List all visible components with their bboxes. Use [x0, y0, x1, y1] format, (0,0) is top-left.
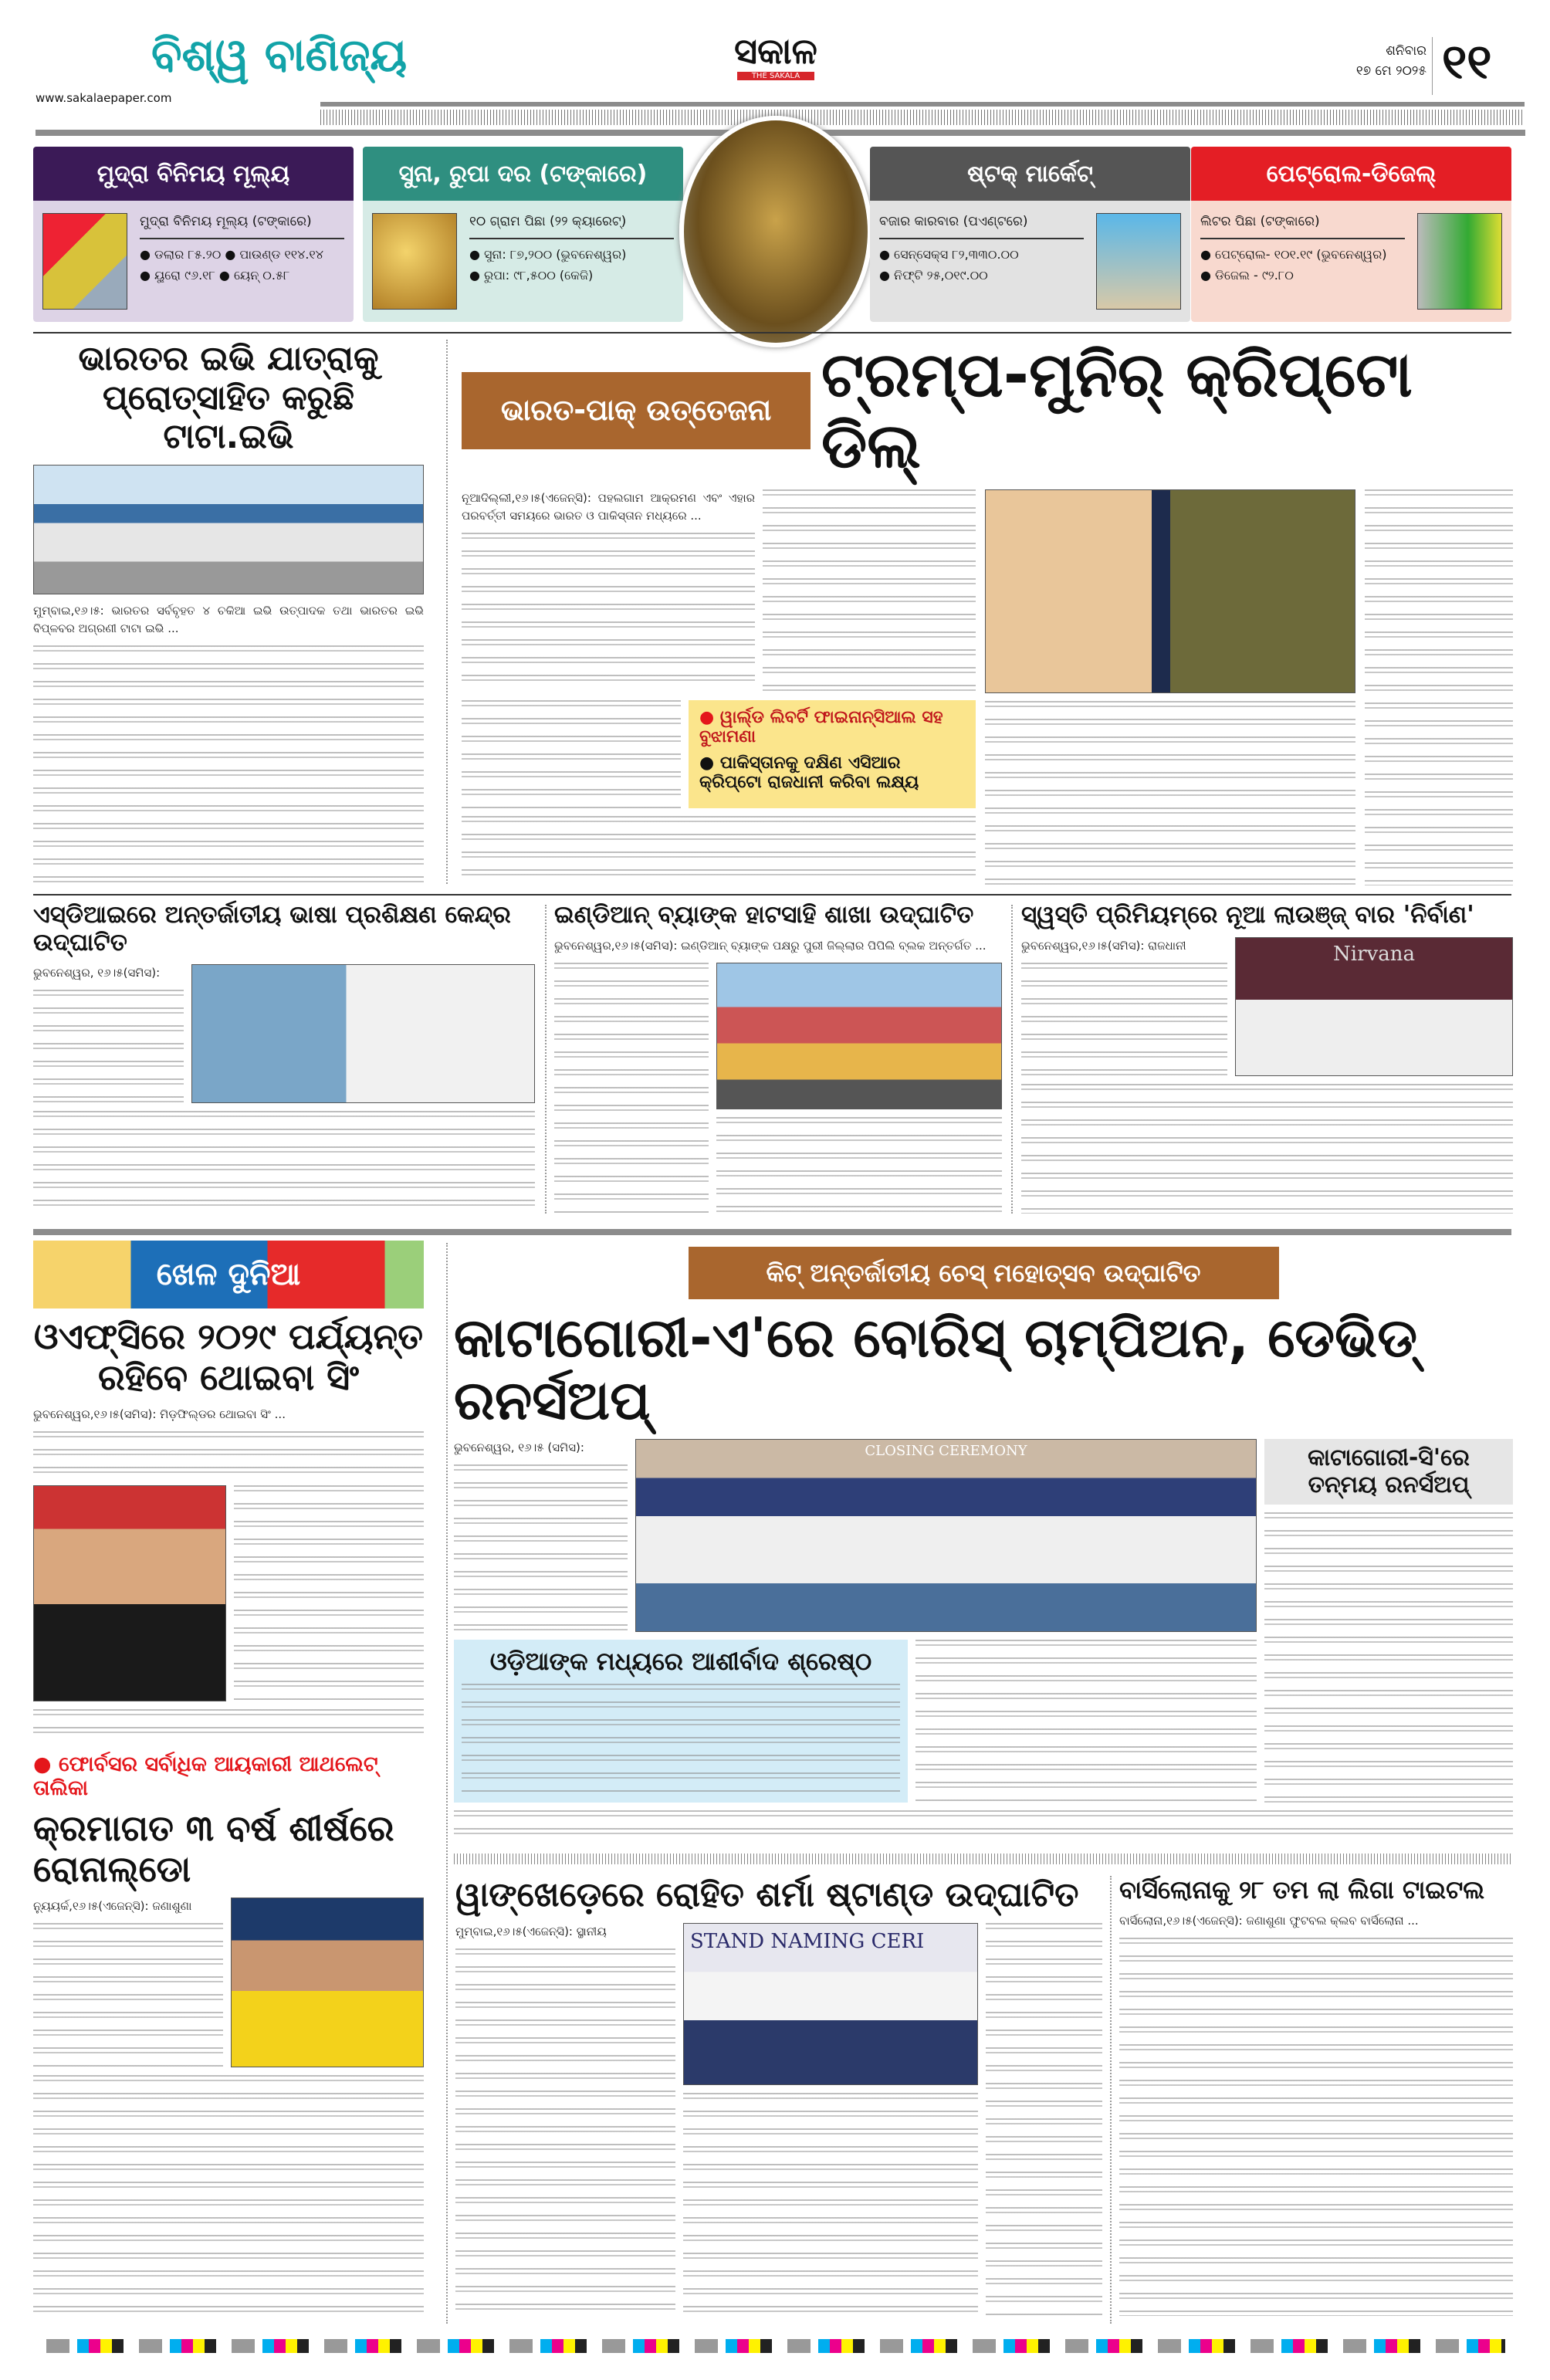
singh-body-2 [234, 1485, 424, 1701]
currency-image [42, 213, 127, 310]
esi-body-2 [33, 1111, 535, 1214]
thoiba-singh-photo [33, 1485, 226, 1701]
rohit-stand-photo [683, 1923, 978, 2085]
singh-lead: ଭୁବନେଶ୍ୱର,୧୬।୫(ସମିସ): ମିଡ଼ଫିଲ୍ଡର ଥୋଇବା ସିଂ ... [33, 1407, 286, 1421]
bank-inauguration-photo [716, 963, 1002, 1109]
sports-banner [33, 1241, 424, 1308]
category-c-body [1264, 1512, 1513, 1803]
nifty-value: ● ନିଫ୍ଟି ୨୫,୦୧୯.୦୦ [879, 267, 988, 283]
bank-story [554, 902, 1002, 1214]
nirvana-body-2 [1021, 1084, 1513, 1214]
diesel-price: ● ଡିଜେଲ - ୯୨.୮୦ [1200, 267, 1294, 283]
rohit-lead: ମୁମ୍ବାଇ,୧୬।୫(ଏଜେନ୍ସି): ସ୍ଥାନୀୟ [455, 1924, 607, 1938]
currency-subtitle: ମୁଦ୍ରା ବିନିମୟ ମୂଲ୍ୟ (ଟଙ୍କାରେ) [140, 214, 312, 229]
barca-story [1119, 1876, 1513, 2316]
tata-story [33, 340, 424, 885]
esi-headline: ଏସ୍‌ଡିଆଇରେ ଅନ୍ତର୍ଜାତୀୟ ଭାଷା ପ୍ରଶିକ୍ଷଣ କେନ୍ଦ୍ର ଉଦ୍‌ଘାଟିତ [33, 901, 511, 956]
chess-story [454, 1247, 1513, 1864]
logo-sub: THE SAKALA [737, 72, 814, 80]
nirvana-photo [1235, 937, 1513, 1076]
esi-lead: ଭୁବନେଶ୍ୱର, ୧୬।୫(ସମିସ): [33, 966, 161, 980]
arrow-icon [469, 238, 674, 239]
column-divider [446, 340, 448, 884]
ceremony-banner: CLOSING CEREMONY [865, 1443, 1027, 1459]
odia-best-headline: ଓଡ଼ିଆଙ୍କ ମଧ୍ୟରେ ଆଶୀର୍ବାଦ ଶ୍ରେଷ୍ଠ [489, 1647, 872, 1676]
barca-headline: ବାର୍ସିଲୋନାକୁ ୨୮ ତମ ଲା ଲିଗା ଟାଇଟଲ [1119, 1875, 1485, 1904]
highlight-2: ● ପାକିସ୍ତାନକୁ ଦକ୍ଷିଣ ଏସିଆର କ୍ରିପ୍ଟୋ ରାଜଧାନୀ କରିବା ଲକ୍ଷ୍ୟ [699, 753, 919, 792]
esi-story [33, 902, 535, 1214]
arrow-icon [1200, 238, 1405, 239]
nirvana-body [1021, 963, 1227, 1076]
stock-image [1096, 213, 1181, 310]
page-number: ୧୧ [1442, 33, 1492, 90]
trump-munir-photo [985, 489, 1355, 693]
date-block [1356, 43, 1426, 79]
rohit-body-3 [986, 1923, 1102, 2316]
header-rule [320, 102, 1525, 107]
odia-best-body [462, 1684, 900, 1795]
crypto-body-6 [985, 701, 1355, 885]
arrow-icon [879, 238, 1084, 239]
gold-subtitle: ୧୦ ଗ୍ରାମ ପିଛା (୨୨ କ୍ୟାରେଟ୍) [469, 214, 627, 229]
silver-rate: ● ରୁପା: ୯୮,୫୦୦ (କେଜି) [469, 267, 594, 283]
currency-line-1: ● ଡଲାର ୮୫.୨୦ ● ପାଉଣ୍ଡ ୧୧୪.୧୪ [140, 247, 324, 262]
crypto-story [462, 340, 1513, 885]
barca-lead: ବାର୍ସିଲୋନା,୧୬।୫(ଏଜେନ୍ସି): ଜଣାଶୁଣା ଫୁଟବଲ କ୍ଲବ ବାର୍ସିଲୋନା ... [1119, 1913, 1419, 1928]
tata-lead: ମୁମ୍ବାଇ,୧୬।୫: ଭାରତର ସର୍ବବୃହତ ୪ ଚକିଆ ଇଭି ଉତ୍ପାଦକ ତଥା ଭାରତର ଇଭି ବିପ୍ଳବର ଅଗ୍ରଣୀ ଟାଟା ଇଭି ... [33, 603, 424, 635]
tata-headline: ଭାରତର ଇଭି ଯାତ୍ରାକୁ ପ୍ରୋତ୍ସାହିତ କରୁଛି ଟାଟା.ଇଭି [78, 339, 379, 457]
singh-headline: ଓଏଫ୍‌ସିରେ ୨୦୨୯ ପର୍ଯ୍ୟନ୍ତ ରହିବେ ଥୋଇବା ସିଂ [33, 1315, 424, 1398]
gold-rate: ● ସୁନା: ୮୭,୨୦୦ (ଭୁବନେଶ୍ୱର) [469, 247, 627, 262]
category-c-box [1264, 1439, 1513, 1505]
tata-body [33, 645, 424, 885]
singh-body-3 [33, 1709, 424, 1745]
petrol-price: ● ପେଟ୍ରୋଲ- ୧୦୧.୧୯ (ଭୁବନେଶ୍ୱର) [1200, 247, 1387, 262]
bank-body [554, 963, 709, 1214]
stand-naming-sign: STAND NAMING CERI [690, 1929, 925, 1953]
singh-body [33, 1431, 424, 1478]
fuel-pump-image [1417, 213, 1502, 310]
ronaldo-kicker: ● ଫୋର୍ବସର ସର୍ବାଧିକ ଆୟକାରୀ ଆଥଲେଟ୍ ତାଲିକା [33, 1752, 378, 1800]
sports-left-column [33, 1241, 424, 2321]
barca-body [1119, 1938, 1513, 2316]
date: ୧୭ ମେ ୨୦୨୫ [1355, 63, 1426, 79]
nirvana-sign: Nirvana [1333, 942, 1415, 966]
nirvana-story [1021, 902, 1513, 1214]
ronaldo-body [33, 1923, 223, 2067]
stock-subtitle: ବଜାର କାରବାର (ପଏଣ୍ଟରେ) [879, 214, 1028, 229]
website-url: www.sakalaepaper.com [36, 91, 172, 105]
ronaldo-photo [231, 1898, 424, 2067]
arrow-icon [140, 238, 344, 239]
ronaldo-body-2 [33, 2075, 424, 2321]
rohit-story [455, 1876, 1102, 2316]
highlight-2-text: ପାକିସ୍ତାନକୁ ଦକ୍ଷିଣ ଏସିଆର କ୍ରିପ୍ଟୋ ରାଜଧାନୀ କରିବା ଲକ୍ଷ୍ୟ [699, 753, 919, 792]
section-rule [33, 1229, 1511, 1235]
sports-banner-title: ଖେଳ ଦୁନିଆ [156, 1257, 301, 1292]
esi-body [33, 990, 184, 1103]
gold-silver-box [363, 147, 683, 322]
tata-ev-photo [33, 465, 424, 594]
crypto-body-4 [462, 700, 681, 808]
chess-body-2 [915, 1640, 1257, 1803]
nirvana-lead: ଭୁବନେଶ୍ୱର,୧୬।୫(ସମିସ): ରାଜଧାନୀ [1021, 938, 1186, 953]
chess-body [454, 1464, 628, 1632]
crypto-body-1 [462, 533, 755, 692]
crypto-kicker: ଭାରତ-ପାକ୍ ଉତ୍ତେଜନା [462, 372, 811, 449]
column-divider [1110, 1876, 1112, 2324]
fuel-title: ପେଟ୍ରୋଲ-ଡିଜେଲ୍ [1191, 147, 1511, 201]
ronaldo-headline: କ୍ରମାଗତ ୩ ବର୍ଷ ଶୀର୍ଷରେ ରୋନାଲ୍ଡୋ [33, 1806, 394, 1890]
stock-market-box [870, 147, 1190, 322]
currency-title: ମୁଦ୍ରା ବିନିମୟ ମୂଲ୍ୟ [33, 147, 354, 201]
chess-body-3 [454, 1810, 1513, 1846]
column-divider [446, 1243, 448, 2324]
currency-box [33, 147, 354, 322]
bank-headline: ଇଣ୍ଡିଆନ୍ ବ୍ୟାଙ୍କ ହାଟସାହି ଶାଖା ଉଦ୍‌ଘାଟିତ [554, 901, 974, 929]
fuel-subtitle: ଲିଟର ପିଛା (ଟଙ୍କାରେ) [1200, 214, 1320, 229]
stock-title: ଷ୍ଟକ୍ ମାର୍କେଟ୍ [870, 147, 1190, 201]
odia-best-box [454, 1640, 908, 1803]
section-title: ବିଶ୍ୱ ବାଣିଜ୍ୟ [151, 29, 408, 81]
bank-lead: ଭୁବନେଶ୍ୱର,୧୬।୫(ସମିସ): ଇଣ୍ଡିଆନ୍ ବ୍ୟାଙ୍କ ପକ୍ଷରୁ ପୁରୀ ଜିଲ୍ଲାର ପିପିଲି ବ୍ଲକ ଅନ୍ତର୍ଗତ ... [554, 938, 987, 953]
highlight-1-text: ୱାର୍ଲ୍ଡ ଲିବର୍ଟି ଫାଇନାନ୍ସିଆଲ ସହ ବୁଝାମଣା [699, 708, 943, 747]
row-rule [33, 894, 1511, 895]
rohit-headline: ୱାଙ୍ଖେଡ଼େରେ ରୋହିତ ଶର୍ମା ଷ୍ଟାଣ୍ଡ ଉଦ୍‌ଘାଟିତ [455, 1875, 1079, 1914]
column-divider [1011, 905, 1013, 1214]
newspaper-logo [718, 31, 834, 80]
logo-text: ସକାଳ [734, 30, 817, 72]
crypto-highlight-box [689, 700, 976, 808]
day: ଶନିବାର [1386, 43, 1426, 59]
crypto-lead: ନୂଆଦିଲ୍ଲୀ,୧୬।୫(ଏଜେନ୍ସି): ପହଲଗାମ ଆକ୍ରମଣ ଏବଂ ଏହାର ପରବର୍ତ୍ତୀ ସମୟରେ ଭାରତ ଓ ପାକିସ୍ତାନ ମଧ୍ୟରେ ... [462, 491, 755, 523]
chess-kicker: କିଟ୍ ଅନ୍ତର୍ଜାତୀୟ ଚେସ୍ ମହୋତ୍ସବ ଉଦ୍‌ଘାଟିତ [689, 1247, 1279, 1299]
column-divider [545, 905, 547, 1214]
category-c-headline: କାଟାଗୋରୀ-ସି'ରେ ତନ୍ମୟ ରନର୍ସଅପ୍ [1308, 1444, 1470, 1498]
print-color-bar [46, 2339, 1505, 2353]
chess-lead: ଭୁବନେଶ୍ୱର, ୧୬।୫ (ସମିସ): [454, 1441, 584, 1454]
bank-body-2 [716, 1117, 1002, 1214]
rates-rule [33, 332, 1511, 333]
currency-line-2: ● ୟୁରୋ ୯୬.୧୮ ● ୟେନ୍ ୦.୫୮ [140, 267, 290, 283]
ronaldo-lead: ନ୍ୟୁୟର୍କ,୧୬।୫(ଏଜେନ୍ସି): ଜଣାଶୁଣା [33, 1898, 192, 1913]
crypto-headline: ଟ୍ରମ୍ପ-ମୁନିର୍ କ୍ରିପ୍ଟୋ ଡିଲ୍ [821, 339, 1413, 482]
crypto-body-2 [763, 489, 976, 692]
crypto-body-3 [1365, 489, 1513, 885]
date-divider [1432, 37, 1433, 95]
gold-title: ସୁନା, ରୁପା ଦର (ଟଙ୍କାରେ) [363, 147, 683, 201]
sensex-value: ● ସେନ୍ସେକ୍ସ ୮୨,୩୩୦.୦୦ [879, 247, 1019, 262]
highlight-1: ● ୱାର୍ଲ୍ଡ ଲିବର୍ଟି ଫାଇନାନ୍ସିଆଲ ସହ ବୁଝାମଣା [699, 708, 943, 747]
header-hatch [320, 110, 1525, 125]
bull-image [679, 116, 872, 347]
hatch-rule [454, 1854, 1513, 1864]
rohit-body-2 [683, 2093, 978, 2316]
esi-bus-photo [191, 964, 535, 1103]
crypto-body-5 [462, 816, 976, 885]
fuel-box [1191, 147, 1511, 322]
ronaldo-kicker-text: ଫୋର୍ବସର ସର୍ବାଧିକ ଆୟକାରୀ ଆଥଲେଟ୍ ତାଲିକା [33, 1752, 378, 1800]
chess-ceremony-photo [635, 1439, 1257, 1632]
chess-headline: କାଟାଗୋରୀ-ଏ'ରେ ବୋରିସ୍ ଚାମ୍ପିଅନ, ଡେଭିଡ୍ ରନର୍ସଅପ୍ [454, 1306, 1418, 1432]
rohit-body [455, 1948, 675, 2316]
nirvana-headline: ସ୍ୱସ୍ତି ପ୍ରିମିୟମ୍‌ରେ ନୂଆ ଲାଉଞ୍ଜ୍ ବାର 'ନିର୍ବାଣ' [1021, 901, 1474, 929]
gold-image [372, 213, 457, 310]
